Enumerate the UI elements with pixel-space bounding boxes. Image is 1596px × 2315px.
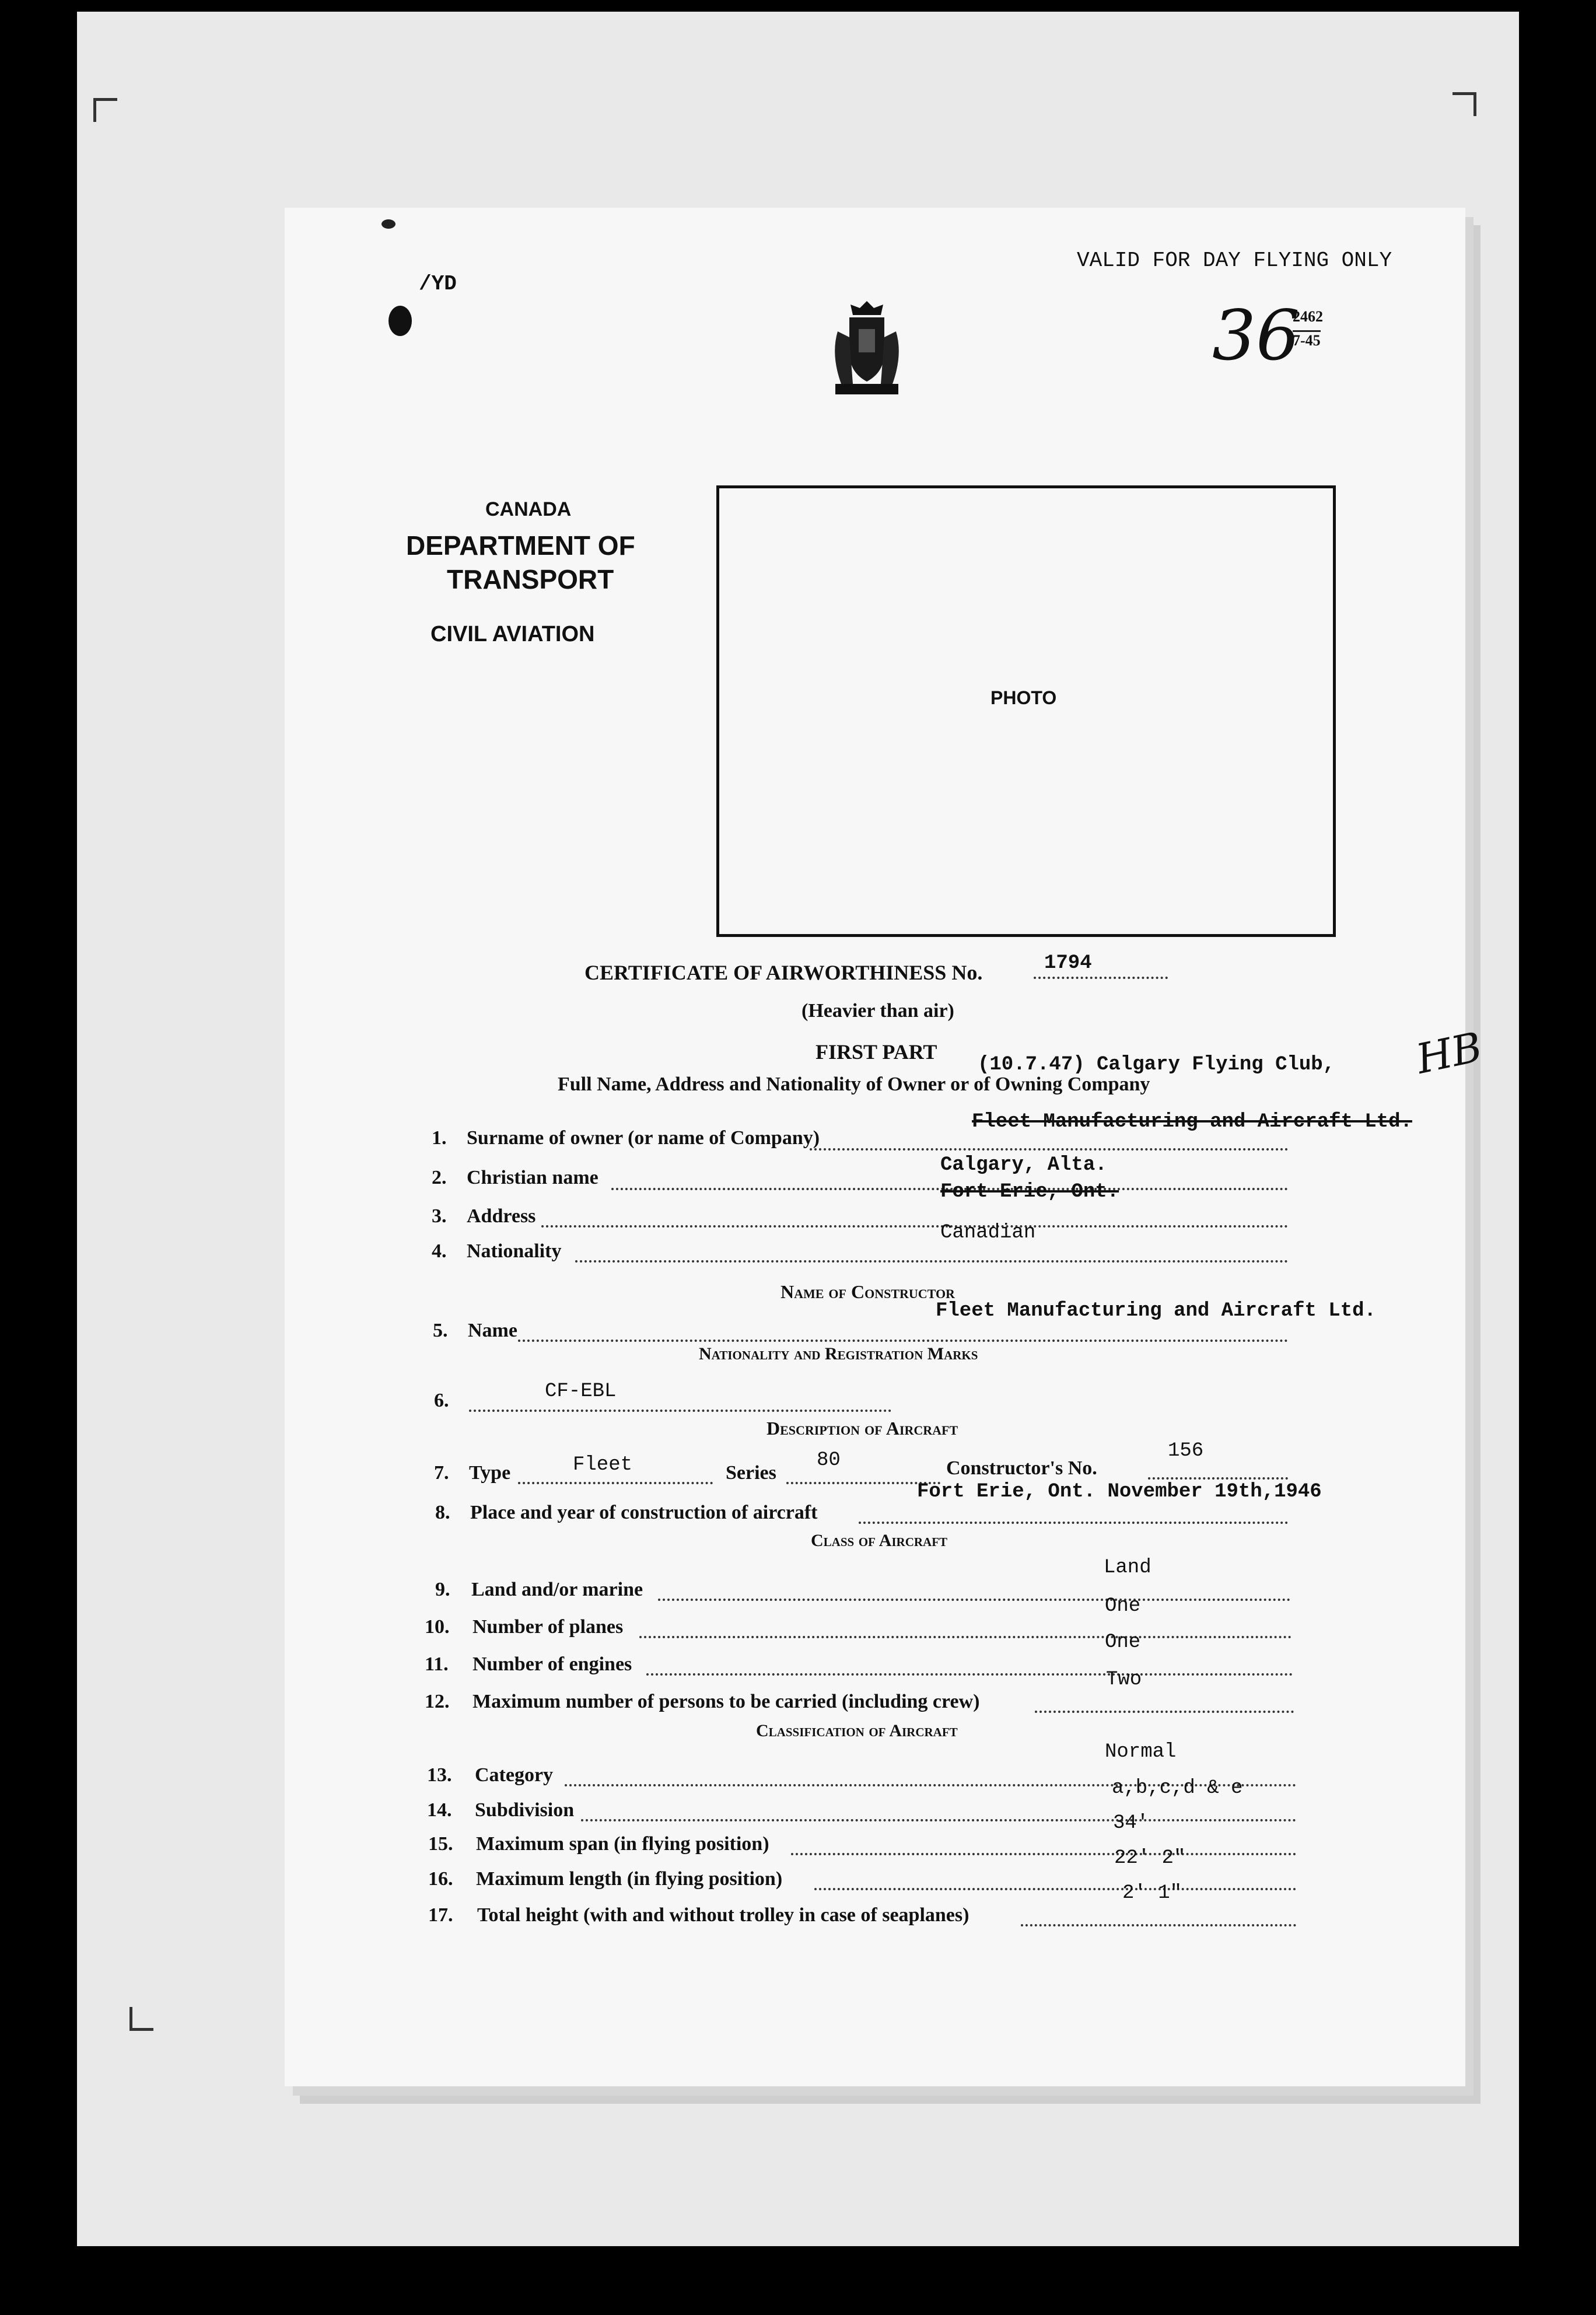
agency-branch: CIVIL AVIATION	[430, 622, 595, 646]
row-label: Maximum number of persons to be carried (including crew)	[473, 1691, 980, 1712]
row-label: Category	[475, 1764, 554, 1786]
place-leader	[859, 1522, 1288, 1524]
row-leader	[791, 1853, 1296, 1855]
row-number: 13.	[427, 1764, 452, 1786]
row-value: Land	[1104, 1557, 1152, 1579]
type-value: Fleet	[573, 1454, 633, 1476]
row-label: Christian name	[467, 1167, 598, 1188]
certificate-part: FIRST PART	[816, 1040, 937, 1064]
row-number: 4.	[432, 1240, 447, 1262]
row-value: Calgary, Alta.	[940, 1154, 1107, 1176]
type-leader	[518, 1482, 713, 1484]
registration-value: CF-EBL	[545, 1380, 617, 1403]
constructor-heading: Name of Constructor	[780, 1281, 955, 1302]
row-leader	[658, 1599, 1290, 1601]
constructor-no-leader	[1148, 1477, 1288, 1480]
row-label: Number of engines	[473, 1653, 632, 1675]
row-value: Fleet Manufacturing and Aircraft Ltd.	[972, 1111, 1412, 1133]
row-number: 15.	[428, 1833, 453, 1855]
file-number: 36	[1212, 295, 1300, 376]
row-leader	[1035, 1711, 1294, 1713]
constructor-number: 5.	[433, 1320, 448, 1341]
row-value: Two	[1106, 1669, 1142, 1691]
row-value: One	[1105, 1595, 1141, 1617]
row-leader	[575, 1260, 1288, 1263]
registration-leader	[469, 1410, 891, 1412]
classification-heading: Classification of Aircraft	[756, 1721, 958, 1740]
row-number: 11.	[425, 1653, 449, 1675]
type-number: 7.	[434, 1462, 449, 1484]
corner-mark	[1452, 92, 1476, 116]
corner-mark	[93, 98, 117, 122]
constructor-no-label: Constructor's No.	[946, 1457, 1097, 1479]
owner-update: (10.7.47) Calgary Flying Club,	[978, 1054, 1335, 1076]
row-number: 1.	[432, 1127, 447, 1149]
row-label: Surname of owner (or name of Company)	[467, 1127, 820, 1149]
row-label: Total height (with and without trolley in case of seaplanes)	[477, 1904, 970, 1926]
row-number: 2.	[432, 1167, 447, 1188]
constructor-leader	[518, 1340, 1288, 1342]
class-heading: Class of Aircraft	[811, 1531, 948, 1550]
owner-heading: Full Name, Address and Nationality of Owner or of Owning Company	[558, 1073, 1150, 1095]
row-leader	[639, 1636, 1292, 1638]
certificate-number-line	[1034, 977, 1168, 979]
row-value: 34'	[1113, 1812, 1149, 1834]
coat-of-arms-icon	[826, 296, 908, 401]
row-label: Number of planes	[473, 1616, 624, 1638]
row-leader	[646, 1673, 1293, 1676]
registration-number: 6.	[434, 1390, 449, 1411]
constructor-value: Fleet Manufacturing and Aircraft Ltd.	[936, 1300, 1376, 1322]
row-number: 9.	[435, 1579, 450, 1600]
row-leader	[581, 1819, 1296, 1821]
constructor-no-value: 156	[1168, 1440, 1204, 1462]
row-label: Address	[467, 1205, 536, 1227]
row-label: Maximum span (in flying position)	[476, 1833, 769, 1855]
row-number: 16.	[428, 1868, 453, 1890]
row-leader	[541, 1225, 1288, 1228]
agency-department-line2: TRANSPORT	[447, 564, 614, 595]
row-label: Nationality	[467, 1240, 562, 1262]
form-date-text: 7-45	[1293, 332, 1321, 349]
series-value: 80	[817, 1449, 841, 1471]
form-date	[1293, 330, 1321, 349]
agency-department-line1: DEPARTMENT OF	[406, 530, 635, 561]
corner-mark	[130, 2007, 153, 2031]
valid-note: VALID FOR DAY FLYING ONLY	[1077, 249, 1392, 272]
description-heading: Description of Aircraft	[766, 1418, 958, 1439]
row-value: 2' 1"	[1122, 1882, 1182, 1904]
row-number: 14.	[427, 1799, 452, 1821]
constructor-label: Name	[468, 1320, 517, 1341]
row-label: Maximum length (in flying position)	[476, 1868, 783, 1890]
row-label: Land and/or marine	[471, 1579, 643, 1600]
row-value: a,b,c,d & e	[1112, 1777, 1243, 1799]
row-value: One	[1105, 1631, 1141, 1653]
row-value: Canadian	[940, 1222, 1036, 1244]
row-value: Fort Erie, Ont.	[940, 1181, 1119, 1203]
row-value: 22' 2"	[1114, 1847, 1186, 1869]
row-number: 3.	[432, 1205, 447, 1227]
row-number: 10.	[425, 1616, 450, 1638]
certificate-subtitle: (Heavier than air)	[802, 1000, 954, 1022]
certificate-number: 1794	[1044, 952, 1092, 974]
series-label: Series	[726, 1462, 776, 1484]
place-number: 8.	[435, 1502, 450, 1523]
row-leader	[814, 1888, 1296, 1890]
photo-label: PHOTO	[991, 687, 1057, 708]
update-initials: HB	[1412, 1023, 1486, 1083]
row-label: Subdivision	[475, 1799, 575, 1821]
agency-country: CANADA	[485, 498, 572, 520]
certificate-sheet	[285, 208, 1486, 2086]
corner-reference: /YD	[419, 272, 457, 296]
form-number: 2462	[1293, 308, 1323, 325]
row-number: 17.	[428, 1904, 453, 1926]
type-label: Type	[469, 1462, 511, 1484]
punch-hole	[382, 219, 396, 229]
row-leader	[810, 1148, 1288, 1150]
row-leader	[1021, 1924, 1296, 1926]
photo-frame	[716, 485, 1336, 937]
punch-hole	[388, 306, 412, 336]
certificate-title: CERTIFICATE OF AIRWORTHINESS No.	[584, 961, 983, 984]
row-number: 12.	[425, 1691, 450, 1712]
place-label: Place and year of construction of aircraft	[470, 1502, 818, 1523]
row-value: Normal	[1105, 1741, 1177, 1763]
place-value: Fort Erie, Ont. November 19th,1946	[917, 1481, 1322, 1503]
registration-heading: Nationality and Registration Marks	[699, 1344, 978, 1363]
